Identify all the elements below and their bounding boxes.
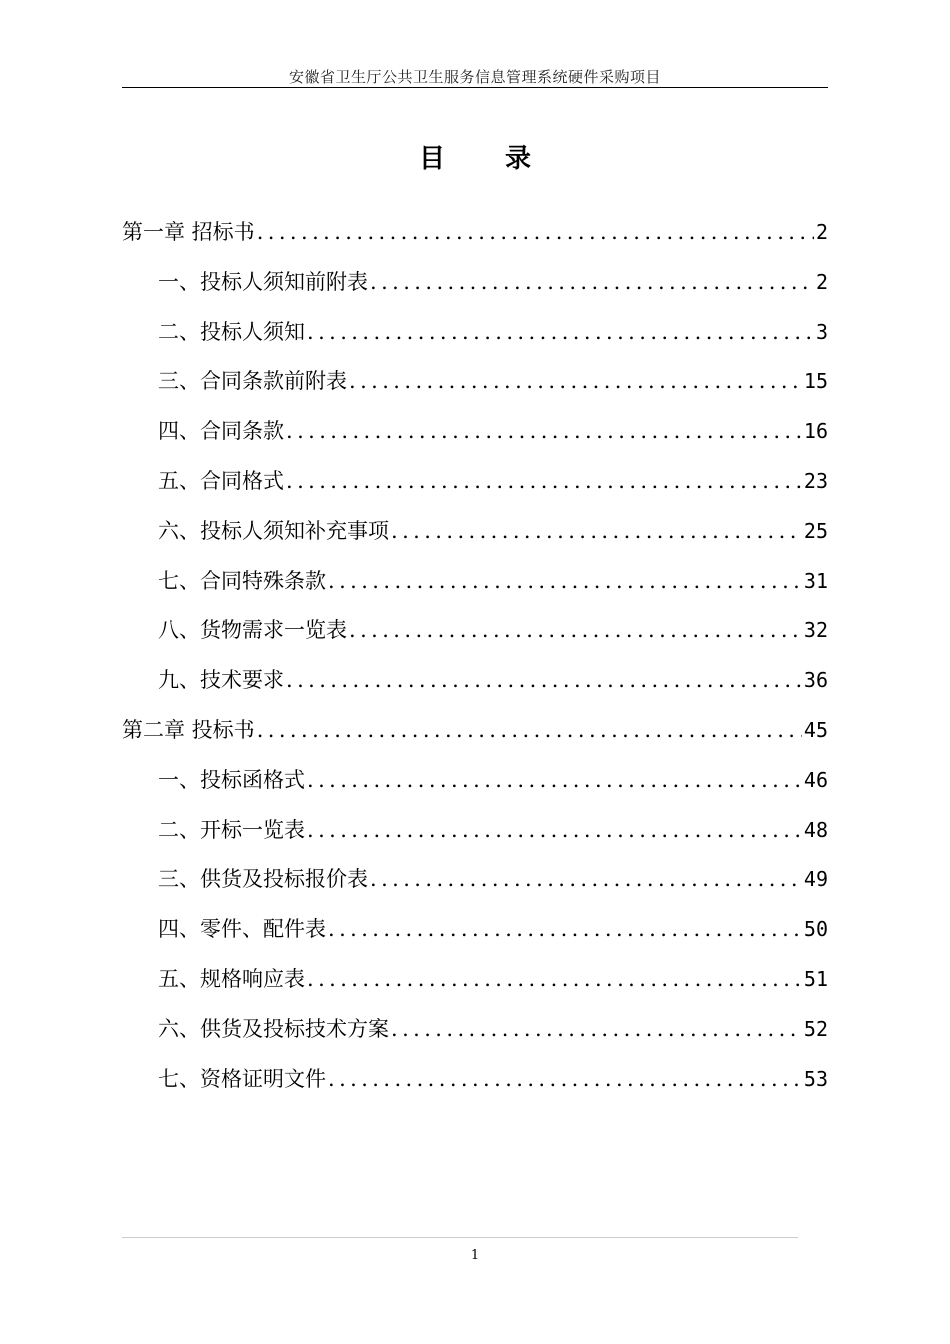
toc-title: 目录 xyxy=(418,144,591,174)
toc-entry-label: 一、投标人须知前附表 xyxy=(158,269,368,294)
toc-entry-page: 16 xyxy=(803,419,828,444)
toc-entry[interactable] xyxy=(122,614,828,664)
toc-entry[interactable] xyxy=(122,863,828,913)
toc-entry-page: 52 xyxy=(803,1016,828,1041)
toc-entry-page: 15 xyxy=(803,369,828,394)
page-number: 1 xyxy=(470,1248,480,1263)
toc-entry-page: 53 xyxy=(803,1066,828,1091)
toc-entry-label: 四、零件、配件表 xyxy=(158,917,326,942)
toc-entry-label: 二、开标一览表 xyxy=(158,817,305,842)
toc-entry-label: 五、规格响应表 xyxy=(158,966,305,991)
toc-entry[interactable] xyxy=(122,814,828,864)
header-rule xyxy=(122,87,828,88)
toc-entry-page: 31 xyxy=(803,568,828,593)
toc-entry-label: 三、合同条款前附表 xyxy=(158,369,347,394)
toc-dot-leader xyxy=(286,668,802,692)
toc-entry[interactable] xyxy=(122,565,828,615)
toc-entry-label: 三、供货及投标报价表 xyxy=(158,867,368,892)
toc-dot-leader xyxy=(328,569,802,593)
toc-entry[interactable] xyxy=(122,1063,828,1113)
toc-dot-leader xyxy=(307,768,802,792)
toc-entry-label: 七、合同特殊条款 xyxy=(158,568,326,593)
toc-entry[interactable] xyxy=(122,963,828,1013)
toc-entry-page: 51 xyxy=(803,966,828,991)
toc-entry[interactable] xyxy=(122,714,828,764)
toc-entry[interactable] xyxy=(122,216,828,266)
toc-entry[interactable] xyxy=(122,415,828,465)
toc-entry-label: 四、合同条款 xyxy=(158,419,284,444)
toc-entry-page: 3 xyxy=(815,319,828,344)
toc-entry-label: 第二章 投标书 xyxy=(122,717,255,742)
toc-entry-label: 第一章 招标书 xyxy=(122,220,255,244)
toc-entry-page: 25 xyxy=(803,518,828,543)
toc-dot-leader xyxy=(349,618,802,642)
toc-dot-leader xyxy=(370,270,814,294)
toc-dot-leader xyxy=(391,1017,802,1041)
toc-entry-page: 49 xyxy=(803,867,828,892)
toc-dot-leader xyxy=(328,917,802,941)
toc-entry[interactable] xyxy=(122,913,828,963)
toc-entry-page: 23 xyxy=(803,468,828,493)
toc-entry[interactable] xyxy=(122,664,828,714)
toc-entry[interactable] xyxy=(122,515,828,565)
toc-entry-page: 45 xyxy=(803,717,828,742)
toc-entry-label: 九、技术要求 xyxy=(158,668,284,693)
toc-entry-page: 46 xyxy=(803,767,828,792)
toc-dot-leader xyxy=(286,419,802,443)
toc-entry-page: 36 xyxy=(803,668,828,693)
footer-rule xyxy=(122,1237,798,1238)
toc-entry-page: 2 xyxy=(815,269,828,294)
toc-dot-leader xyxy=(349,369,802,393)
toc-dot-leader xyxy=(286,469,802,493)
toc-entry-label: 五、合同格式 xyxy=(158,468,284,493)
toc-entry-label: 八、货物需求一览表 xyxy=(158,618,347,643)
toc-entry-label: 六、供货及投标技术方案 xyxy=(158,1016,389,1041)
toc-entry[interactable] xyxy=(122,1013,828,1063)
toc-dot-leader xyxy=(307,320,814,344)
toc-entry[interactable] xyxy=(122,764,828,814)
toc-dot-leader xyxy=(370,867,802,891)
toc-entry-page: 50 xyxy=(803,917,828,942)
toc-entry-page: 32 xyxy=(803,618,828,643)
running-header: 安徽省卫生厅公共卫生服务信息管理系统硬件采购项目 xyxy=(288,68,661,86)
toc-dot-leader xyxy=(391,519,802,543)
toc-entry[interactable] xyxy=(122,365,828,415)
toc-entry-page: 2 xyxy=(815,220,828,244)
toc-dot-leader xyxy=(257,718,802,742)
toc-entry[interactable] xyxy=(122,465,828,515)
toc-dot-leader xyxy=(307,967,802,991)
toc-entry-label: 二、投标人须知 xyxy=(158,319,305,344)
toc-entry-label: 六、投标人须知补充事项 xyxy=(158,518,389,543)
toc-dot-leader xyxy=(257,220,814,244)
toc-entry-page: 48 xyxy=(803,817,828,842)
toc-dot-leader xyxy=(307,818,802,842)
toc-entry-label: 七、资格证明文件 xyxy=(158,1066,326,1091)
toc-dot-leader xyxy=(328,1067,802,1091)
toc-entry-label: 一、投标函格式 xyxy=(158,767,305,792)
toc-entry[interactable] xyxy=(122,316,828,366)
toc-entry[interactable] xyxy=(122,266,828,316)
table-of-contents xyxy=(122,216,828,1112)
